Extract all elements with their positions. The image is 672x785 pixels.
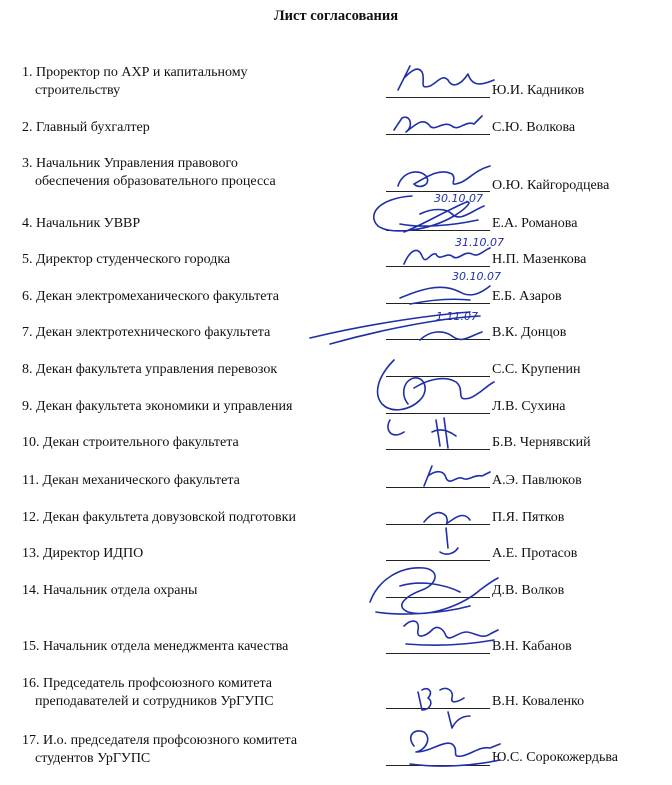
signatory-name: Е.А. Романова — [492, 216, 578, 231]
position-title: 1. Проректор по АХР и капитальному строительству — [22, 65, 248, 98]
signature-2 — [394, 116, 482, 132]
signature-6 — [400, 286, 490, 304]
position-title: 2. Главный бухгалтер — [22, 120, 150, 135]
signature-line — [386, 449, 490, 450]
position-title: 13. Директор ИДПО — [22, 546, 144, 561]
signatory-name: А.Е. Протасов — [492, 546, 578, 561]
position-title: 17. И.о. председателя профсоюзного комитета студентов УрГУПС — [22, 733, 298, 766]
signature-line — [386, 487, 490, 488]
position-title: 6. Декан электромеханического факультета — [22, 289, 279, 304]
position-title: 3. Начальник Управления правового обеспечения образовательного процесса — [22, 156, 276, 189]
signature-8-9 — [378, 360, 494, 435]
signature-11 — [424, 466, 490, 486]
signatory-name: С.Ю. Волкова — [492, 120, 576, 135]
signatory-name: Ю.С. Сорокожердьва — [492, 750, 618, 765]
signature-line — [386, 597, 490, 598]
signature-line — [386, 708, 490, 709]
signature-line — [386, 266, 490, 267]
handwritten-date: 30.10.07 — [434, 192, 483, 205]
handwritten-date: 1.11.07 — [436, 310, 478, 323]
signature-line — [386, 413, 490, 414]
signature-line — [386, 560, 490, 561]
signature-line — [386, 230, 490, 231]
page-title: Лист согласования — [273, 8, 399, 24]
signatory-name: В.Н. Кабанов — [492, 639, 572, 654]
position-title: 7. Декан электротехнического факультета — [22, 325, 271, 340]
position-title: 4. Начальник УВВР — [22, 216, 141, 231]
signatory-name: О.Ю. Кайгородцева — [492, 178, 610, 193]
position-title: 5. Директор студенческого городка — [22, 252, 231, 267]
position-title: 9. Декан факультета экономики и управления — [22, 399, 293, 414]
signatory-name: Н.П. Мазенкова — [492, 252, 587, 267]
signature-3 — [398, 166, 490, 205]
signature-15 — [404, 621, 498, 645]
position-title: 16. Председатель профсоюзного комитета преподавателей и сотрудников УрГУПС — [22, 676, 274, 709]
position-title: 10. Декан строительного факультета — [22, 435, 239, 450]
position-title: 11. Декан механического факультета — [22, 473, 240, 488]
signatory-name: А.Э. Павлюков — [492, 473, 582, 488]
handwritten-date: 31.10.07 — [455, 236, 504, 249]
position-title: 15. Начальник отдела менеджмента качества — [22, 639, 289, 654]
signatory-name: П.Я. Пятков — [492, 510, 565, 525]
signatory-name: Е.Б. Азаров — [492, 289, 562, 304]
signatory-name: В.Н. Коваленко — [492, 694, 585, 709]
signature-line — [386, 339, 490, 340]
signature-line — [386, 376, 490, 377]
signatory-name: С.С. Крупенин — [492, 362, 581, 377]
position-title: 12. Декан факультета довузовской подготовки — [22, 510, 296, 525]
signature-line — [386, 191, 490, 192]
signature-10 — [432, 418, 456, 448]
signatory-name: Б.В. Чернявский — [492, 435, 591, 450]
signatory-name: В.К. Донцов — [492, 325, 567, 340]
handwritten-date: 30.10.07 — [452, 270, 501, 283]
position-title: 8. Декан факультета управления перевозок — [22, 362, 278, 377]
signature-line — [386, 524, 490, 525]
position-title: 14. Начальник отдела охраны — [22, 583, 198, 598]
signatory-name: Ю.И. Кадников — [492, 83, 585, 98]
signature-line — [386, 303, 490, 304]
signature-17 — [410, 731, 500, 766]
signatory-name: Д.В. Волков — [492, 583, 565, 598]
signature-1 — [398, 66, 494, 90]
signatory-name: Л.В. Сухина — [492, 399, 566, 414]
signature-line — [386, 653, 490, 654]
signature-line — [386, 97, 490, 98]
signature-line — [386, 134, 490, 135]
signature-4 — [374, 196, 504, 249]
signature-12 — [424, 513, 470, 554]
signature-line — [386, 765, 490, 766]
signature-14 — [370, 568, 498, 614]
